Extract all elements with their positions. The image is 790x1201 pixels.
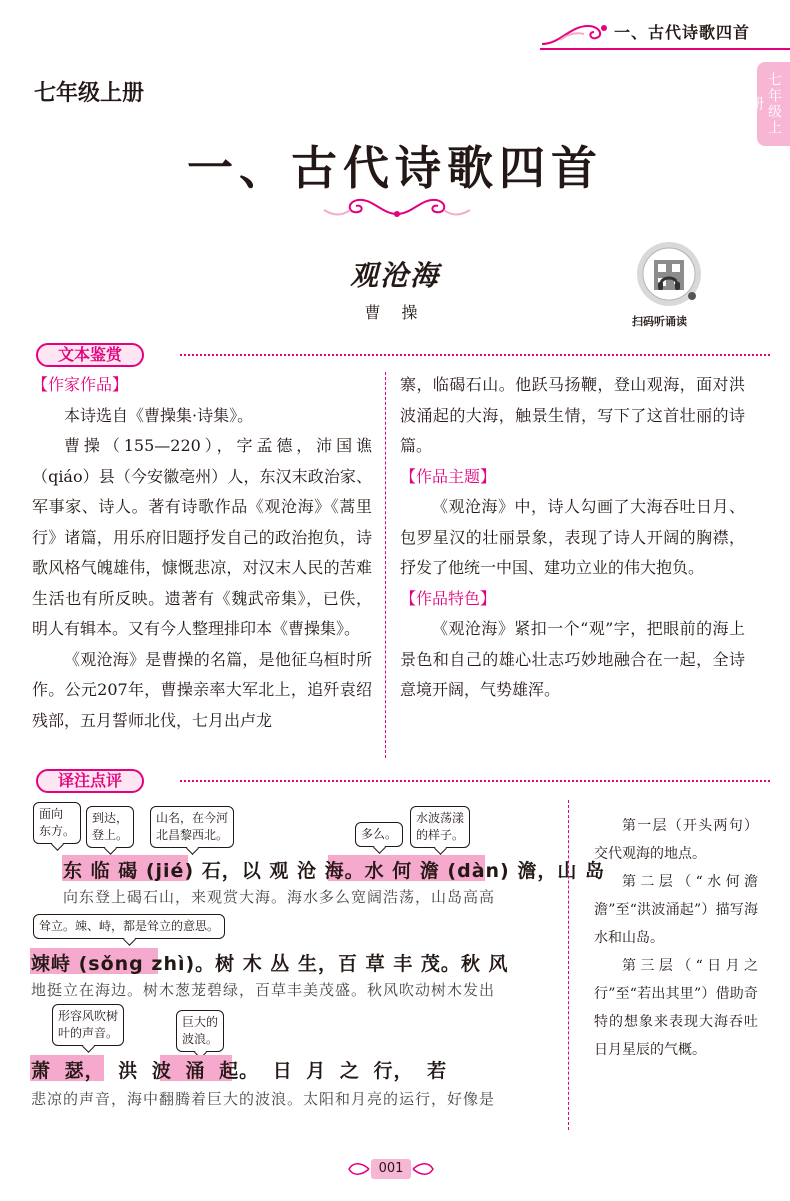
para-theme: 《观沧海》中，诗人勾画了大海吞吐日月、包罗星汉的壮丽景象，表现了诗人开阔的胸襟，抒发了他统一中国、建功立业的伟大抱负。 xyxy=(400,497,745,577)
section-banner-translation-notes xyxy=(30,766,770,796)
page-number: 001 xyxy=(371,1159,411,1179)
heading-theme: 【作品主题】 xyxy=(400,466,497,486)
note-bubble-jieshi: 山名，在今河 北昌黎西北。 xyxy=(150,806,234,848)
heading-features: 【作品特色】 xyxy=(400,588,497,608)
poem-line-2: 竦峙 (sǒng zhì)。树 木 丛 生，百 草 丰 茂。秋 风 xyxy=(31,953,509,975)
poem-line-3: 萧 瑟， 洪 波 涌 起。 日 月 之 行， 若 xyxy=(31,1060,448,1082)
para-background-cont: 寨，临碣石山。他跃马扬鞭，登山观海，面对洪波涌起的大海，触景生情，写下了这首壮丽的诗篇。 xyxy=(400,375,745,455)
appreciation-right-column xyxy=(400,370,745,706)
poem-title: 观沧海 xyxy=(349,259,440,292)
para-source: 本诗选自《曹操集·诗集》。 xyxy=(64,405,254,425)
translation-line-3: 悲凉的声音，海中翻腾着巨大的波浪。太阳和月亮的运行，好像是 xyxy=(31,1090,496,1108)
layer-note-1: 第一层（开头两句）交代观海的地点。 xyxy=(594,818,758,862)
note-bubble-hongbo: 巨大的 波浪。 xyxy=(176,1010,224,1052)
para-features: 《观沧海》紧扣一个“观”字，把眼前的海上景色和自己的雄心壮志巧妙地融合在一起，全诗意境开阔，气势雄浑。 xyxy=(400,619,745,699)
translation-line-2: 地挺立在海边。树木葱茏碧绿，百草丰美茂盛。秋风吹动树木发出 xyxy=(31,981,496,999)
layer-note-2: 第二层（“水何澹澹”至“洪波涌起”）描写海水和山岛。 xyxy=(594,874,758,946)
note-bubble-rippling: 水波荡漾 的样子。 xyxy=(410,806,470,848)
running-header-title: 一、古代诗歌四首 xyxy=(614,23,751,42)
side-tab-grade: 七年级上册 xyxy=(757,62,790,146)
page-number-badge xyxy=(345,1156,437,1182)
section-dotted-rule xyxy=(180,354,770,356)
note-bubble-songzhi: 耸立。竦、峙，都是耸立的意思。 xyxy=(33,914,225,939)
chapter-title: 一、古代诗歌四首 xyxy=(187,141,603,195)
note-bubble-how: 多么。 xyxy=(355,822,403,847)
title-swirl-ornament xyxy=(322,194,472,220)
translation-line-1: 向东登上碣石山，来观赏大海。海水多么宽阔浩荡，山岛高高 xyxy=(63,888,496,906)
appreciation-left-column xyxy=(32,370,372,736)
qr-code-icon[interactable] xyxy=(630,240,708,308)
note-bubble-east: 面向 东方。 xyxy=(33,802,81,844)
heading-author-works: 【作家作品】 xyxy=(32,375,129,394)
column-divider xyxy=(385,372,386,758)
note-bubble-xiaose: 形容风吹树 叶的声音。 xyxy=(52,1004,124,1046)
note-bubble-arrive: 到达， 登上。 xyxy=(86,806,134,848)
section-label: 文本鉴赏 xyxy=(36,343,144,367)
layer-note-3: 第三层（“日月之行”至“若出其里”）借助奇特的想象来表现大海吞吐日月星辰的气概。 xyxy=(594,958,758,1058)
section-label: 译注点评 xyxy=(36,769,144,793)
para-background: 《观沧海》是曹操的名篇，是他征乌桓时所作。公元207年，曹操亲率大军北上，追歼袁绍残部，五月誓师北伐，七月出卢龙 xyxy=(32,649,372,730)
grade-label: 七年级上册 xyxy=(34,81,145,106)
para-author-bio: 曹操（155—220），字孟德，沛国谯（qiáo）县（今安徽亳州）人，东汉末政治家、军事家、诗人。著有诗歌作品《观沧海》《蒿里行》诸篇，用乐府旧题抒发自己的政治抱负，诗歌风格气魄雄伟，慷慨悲凉，对汉末人民的苦难生活也有所反映。遗著有《魏武帝集》，已佚，明人有辑本。又有今人整理排印本《曹操集》。 xyxy=(32,436,372,638)
header-swirl-ornament xyxy=(540,18,610,48)
section-dotted-rule xyxy=(180,780,770,782)
qr-caption: 扫码听诵读 xyxy=(632,315,687,328)
notes-divider xyxy=(568,800,569,1130)
header-rule xyxy=(540,48,790,50)
poem-line-1: 东 临 碣 (jié) 石，以 观 沧 海。水 何 澹 (dàn) 澹，山 岛 xyxy=(63,860,605,882)
structure-notes xyxy=(594,812,758,1064)
poem-author: 曹 操 xyxy=(364,303,426,322)
section-banner-text-appreciation xyxy=(30,340,770,370)
